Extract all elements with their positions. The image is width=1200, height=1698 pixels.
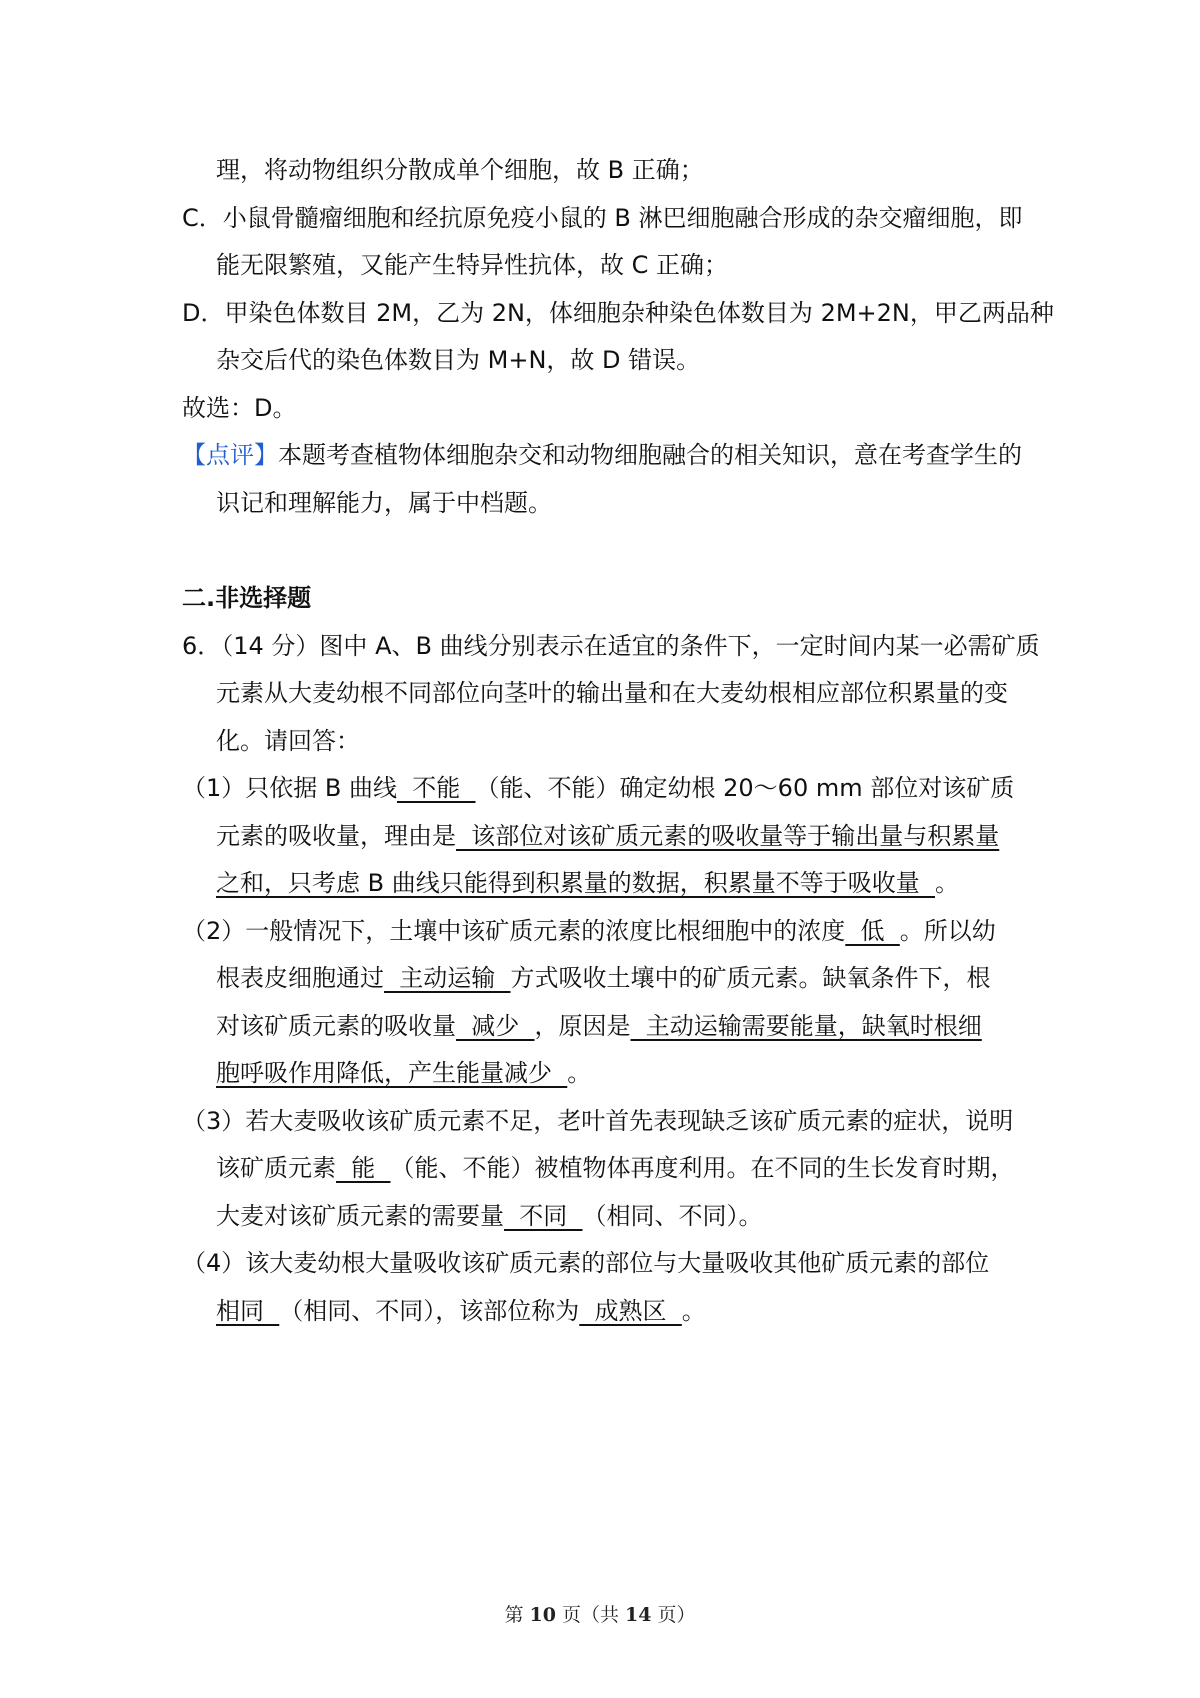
answer-blank: 不能 <box>397 774 476 802</box>
comment-line1: 【点评】本题考查植物体细胞杂交和动物细胞融合的相关知识，意在考查学生的 <box>182 441 1022 469</box>
question6-stem-line1: 6．（14 分）图中 A、B 曲线分别表示在适宜的条件下，一定时间内某一必需矿质 <box>182 632 1040 660</box>
answer-blank: 相同 <box>216 1297 280 1325</box>
subquestion-1-line2: 元素的吸收量，理由是 该部位对该矿质元素的吸收量等于输出量与积累量 <box>216 822 1000 850</box>
answer-blank: 胞呼吸作用降低，产生能量减少 <box>216 1059 568 1087</box>
answer-blank: 不同 <box>504 1202 583 1230</box>
prev-answer-c-line2: 能无限繁殖，又能产生特异性抗体，故 C 正确； <box>216 251 729 279</box>
prev-answer-b-continued: 理，将动物组织分散成单个细胞，故 B 正确； <box>216 156 704 184</box>
subquestion-4-line1: （4）该大麦幼根大量吸收该矿质元素的部位与大量吸收其他矿质元素的部位 <box>182 1249 990 1277</box>
answer-blank: 主动运输需要能量，缺氧时根细 <box>630 1012 982 1040</box>
question6-stem-line3: 化。请回答： <box>216 727 360 755</box>
answer-choice: 故选：D。 <box>182 394 297 422</box>
prev-answer-c-line1: C．小鼠骨髓瘤细胞和经抗原免疫小鼠的 B 淋巴细胞融合形成的杂交瘤细胞，即 <box>182 204 1023 232</box>
answer-blank: 能 <box>336 1154 391 1182</box>
subquestion-1-line1: （1）只依据 B 曲线 不能 （能、不能）确定幼根 20～60 mm 部位对该矿质 <box>182 774 1015 802</box>
comment-line2: 识记和理解能力，属于中档题。 <box>216 489 552 517</box>
prev-answer-d-line2: 杂交后代的染色体数目为 M+N，故 D 错误。 <box>216 346 701 374</box>
answer-blank: 低 <box>845 917 900 945</box>
total-pages: 14 <box>625 1604 652 1626</box>
answer-blank: 主动运输 <box>384 964 511 992</box>
prev-answer-d-line1: D．甲染色体数目 2M，乙为 2N，体细胞杂种染色体数目为 2M+2N，甲乙两品种 <box>182 299 1054 327</box>
subquestion-3-line1: （3）若大麦吸收该矿质元素不足，老叶首先表现缺乏该矿质元素的症状，说明 <box>182 1107 1014 1135</box>
page-footer: 第 10 页（共 14 页） <box>504 1604 696 1626</box>
subquestion-2-line2: 根表皮细胞通过 主动运输 方式吸收土壤中的矿质元素。缺氧条件下，根 <box>216 964 991 992</box>
subquestion-2-line3: 对该矿质元素的吸收量 减少 ，原因是 主动运输需要能量，缺氧时根细 <box>216 1012 982 1040</box>
answer-blank: 成熟区 <box>579 1297 682 1325</box>
answer-blank: 该部位对该矿质元素的吸收量等于输出量与积累量 <box>456 822 1000 850</box>
current-page-number: 10 <box>529 1604 556 1626</box>
subquestion-4-line2: 相同 （相同、不同），该部位称为 成熟区 。 <box>216 1297 706 1325</box>
answer-blank: 减少 <box>456 1012 535 1040</box>
comment-tag: 【点评】 <box>182 441 278 469</box>
subquestion-2-line4: 胞呼吸作用降低，产生能量减少 。 <box>216 1059 592 1087</box>
subquestion-1-line3: 之和，只考虑 B 曲线只能得到积累量的数据，积累量不等于吸收量 。 <box>216 869 959 897</box>
answer-blank: 之和，只考虑 B 曲线只能得到积累量的数据，积累量不等于吸收量 <box>216 869 935 897</box>
subquestion-3-line3: 大麦对该矿质元素的需要量 不同 （相同、不同）。 <box>216 1202 763 1230</box>
section-heading: 二.非选择题 <box>182 584 312 612</box>
subquestion-2-line1: （2）一般情况下，土壤中该矿质元素的浓度比根细胞中的浓度 低 。所以幼 <box>182 917 996 945</box>
subquestion-3-line2: 该矿质元素 能 （能、不能）被植物体再度利用。在不同的生长发育时期， <box>216 1154 1015 1182</box>
question6-stem-line2: 元素从大麦幼根不同部位向茎叶的输出量和在大麦幼根相应部位积累量的变 <box>216 679 1008 707</box>
